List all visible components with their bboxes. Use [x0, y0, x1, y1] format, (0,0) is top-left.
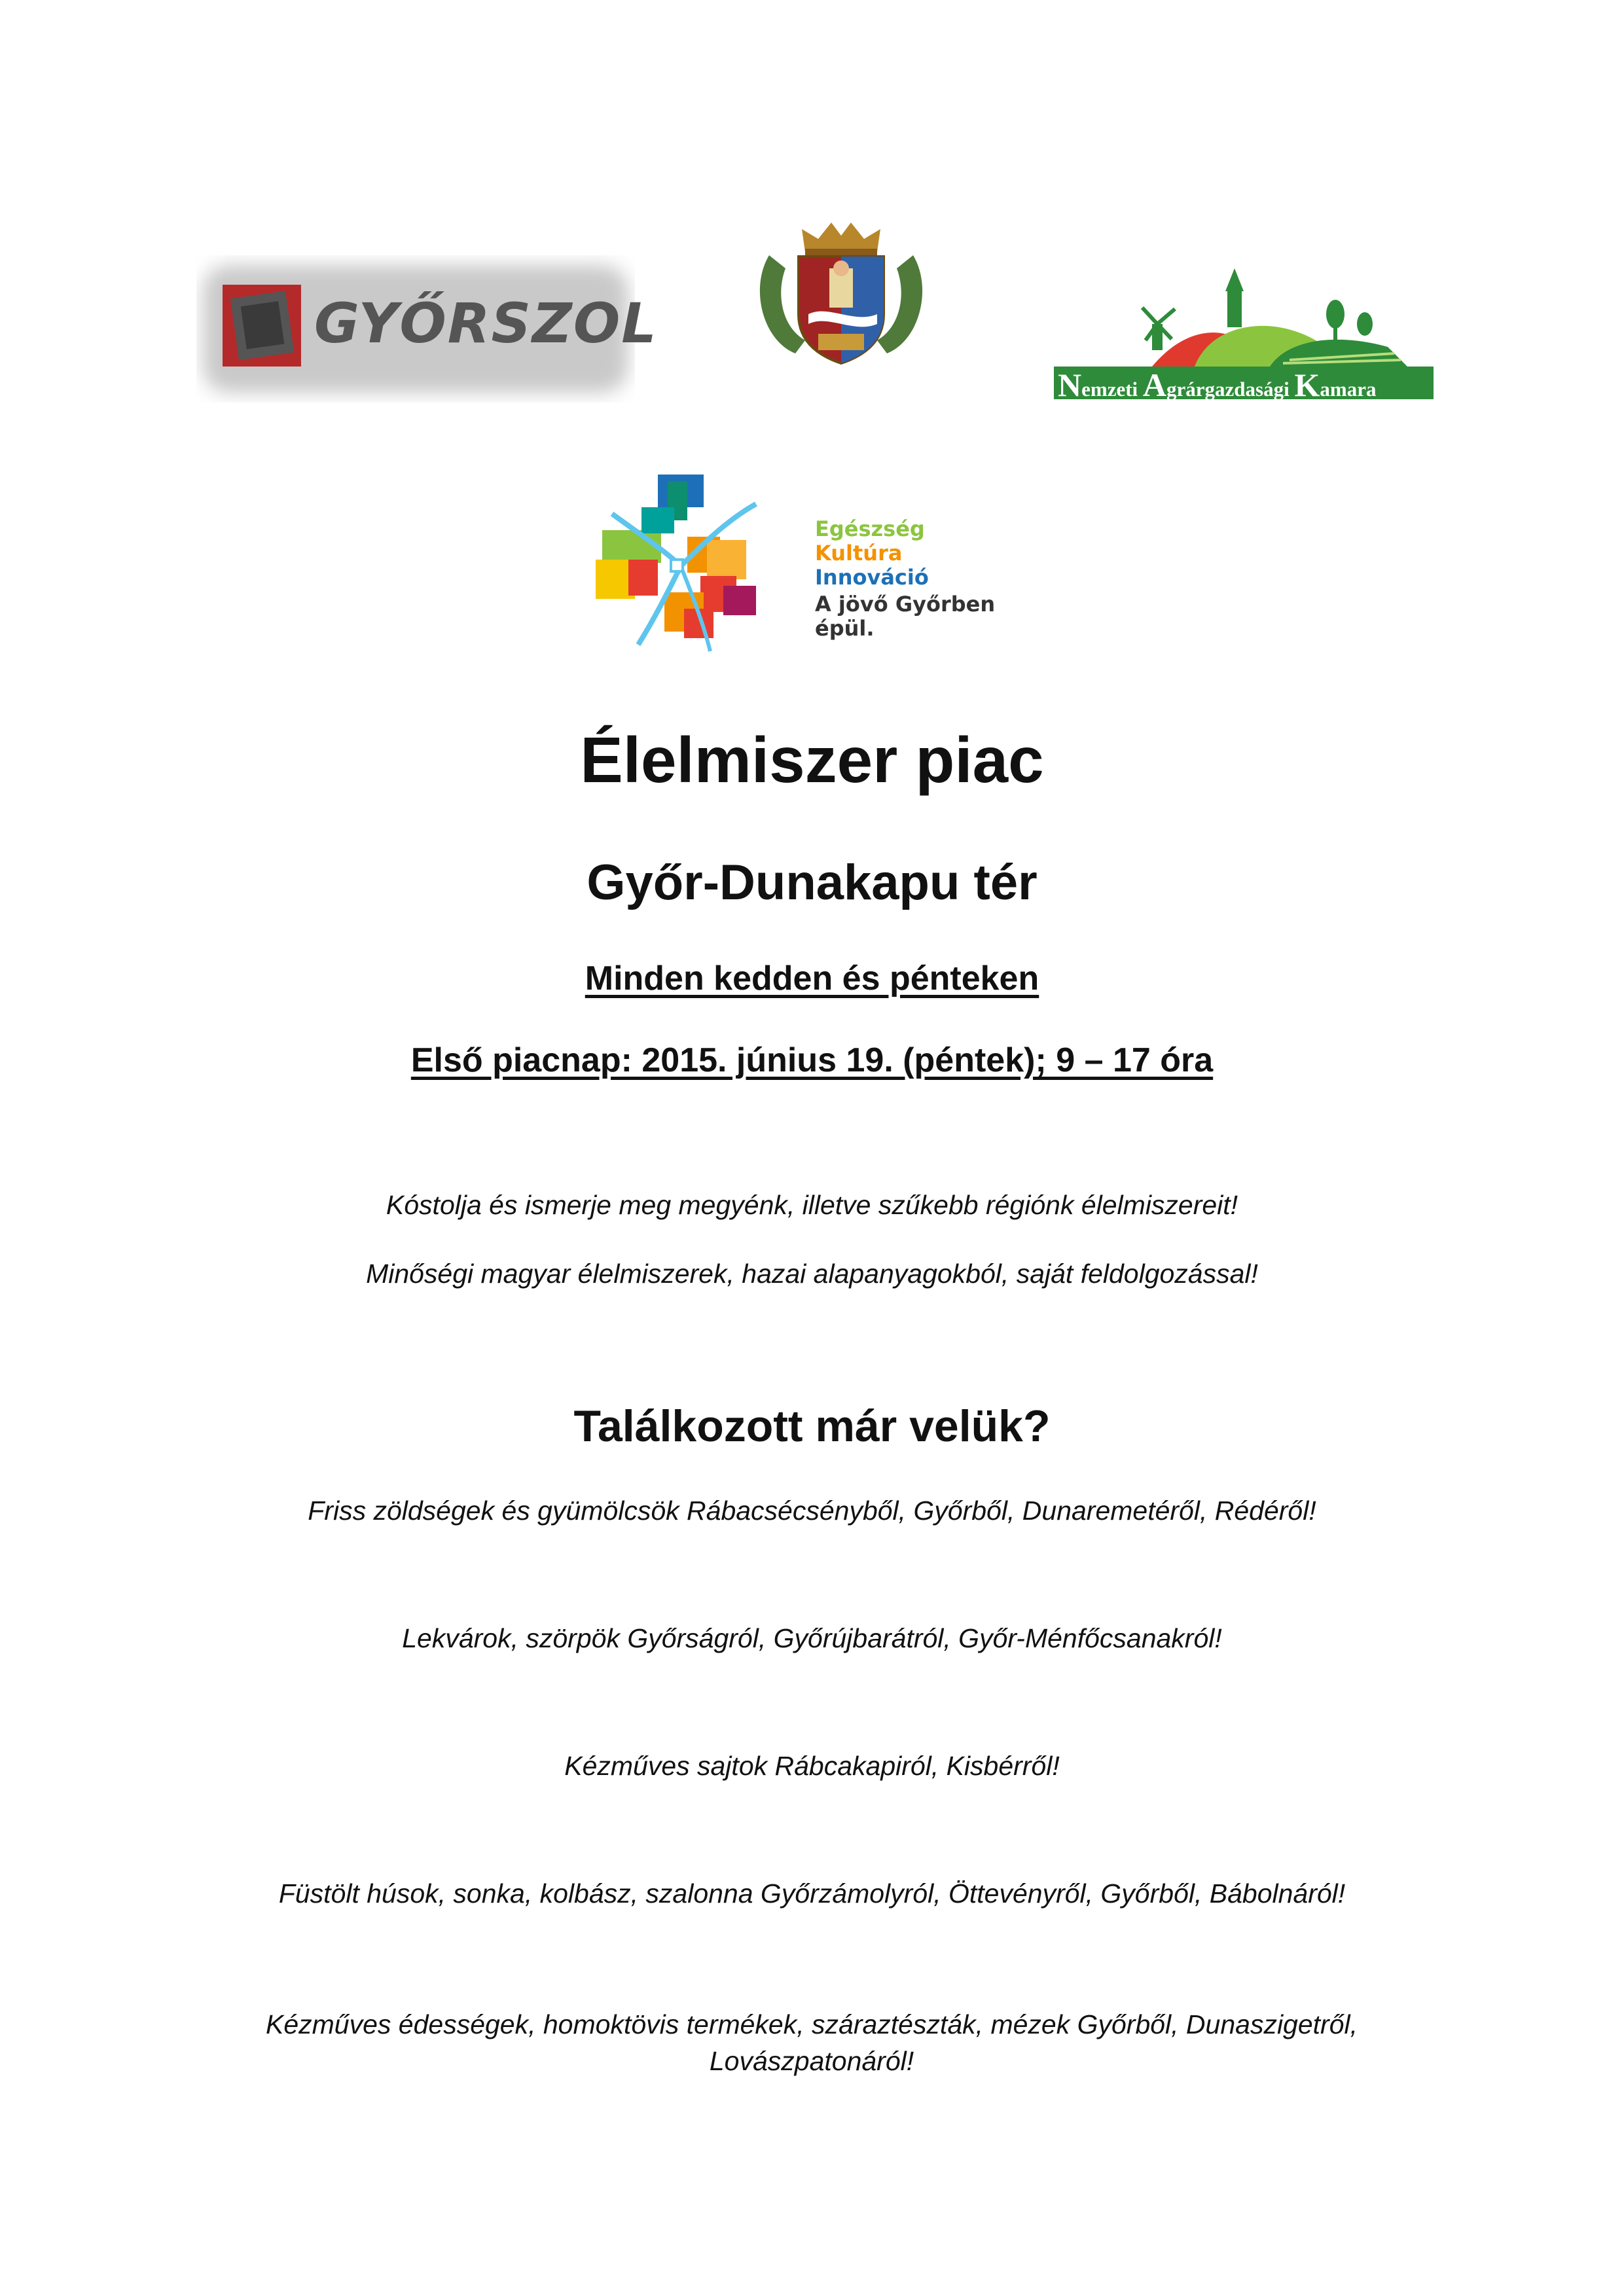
market-days: Minden kedden és pénteken	[585, 960, 1039, 997]
nak-word-3: amara	[1320, 378, 1377, 401]
nak-initial-a: A	[1142, 367, 1167, 403]
producer-item: Kézműves sajtok Rábcakapiról, Kisbérről!	[564, 1751, 1060, 1781]
nak-word-2: grárgazdasági	[1166, 378, 1290, 401]
page-subtitle: Győr-Dunakapu tér	[586, 855, 1038, 910]
producer-item: Friss zöldségek és gyümölcsök Rábacsécsényből, Győrből, Dunaremetéről, Rédéről!	[308, 1496, 1316, 1526]
producer-item: Lekvárok, szörpök Győrságról, Győrújbarátról, Győr-Ménfőcsanakról!	[402, 1623, 1222, 1653]
city-crest-icon	[756, 216, 926, 373]
gyorszol-logo	[196, 255, 658, 403]
intro-line: Kóstolja és ismerje meg megyénk, illetve szűkebb régiónk élelmiszereit!	[386, 1190, 1238, 1220]
producer-item: Kézműves édességek, homoktövis termékek, száraztészták, mézek Győrből, Dunaszigetről, Lovászpatonáról!	[265, 2009, 1358, 2076]
page-title: Élelmiszer piac	[580, 724, 1044, 796]
producer-item: Füstölt húsok, sonka, kolbász, szalonna Győrzámolyról, Öttevényről, Győrből, Bábolnáról!	[278, 1878, 1346, 1909]
nak-initial-n: N	[1058, 367, 1082, 403]
city-slogan-line-2: Kultúra	[815, 541, 903, 565]
intro-line: Minőségi magyar élelmiszerek, hazai alapanyagokból, saját feldolgozással!	[366, 1259, 1258, 1289]
section-heading: Találkozott már velük?	[573, 1401, 1051, 1451]
nak-word-1: emzeti	[1081, 378, 1138, 401]
gyor-city-logo	[589, 468, 1047, 658]
gyorszol-logo-text: GYŐRSZOL	[314, 291, 658, 355]
nak-logo	[1054, 262, 1434, 406]
city-slogan-line-4: A jövő Győrben épül.	[815, 592, 996, 641]
city-mosaic-icon	[589, 468, 779, 658]
first-market-day: Első piacnap: 2015. június 19. (péntek); 9 – 17 óra	[410, 1041, 1214, 1079]
city-slogan-line-1: Egészség	[815, 516, 925, 541]
nak-initial-k: K	[1294, 367, 1320, 403]
city-slogan-line-3: Innováció	[815, 565, 929, 590]
